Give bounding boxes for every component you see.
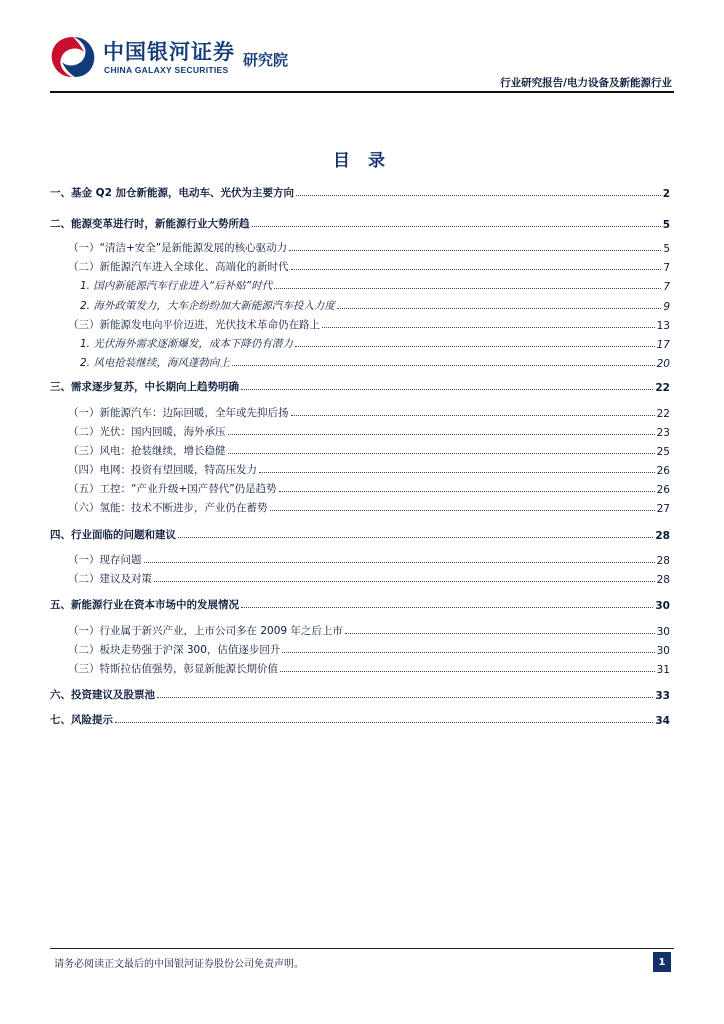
toc-entry-title: （一）现存问题 — [68, 554, 142, 566]
toc-dot-leader — [232, 365, 655, 366]
toc-title: 目 录 — [333, 151, 391, 171]
brand-name-en: CHINA GALAXY SECURITIES — [104, 65, 229, 75]
toc-dot-leader — [274, 288, 661, 289]
toc-entry-title: （五）工控：“产业升级+国产替代”仍是趋势 — [68, 483, 277, 495]
toc-dot-leader — [241, 607, 653, 608]
toc-dot-leader — [291, 415, 655, 416]
toc-entry-page: 28 — [656, 555, 670, 567]
toc-entry-page: 13 — [656, 320, 670, 332]
toc-entry-page: 26 — [656, 465, 670, 477]
footer-divider — [50, 948, 674, 949]
toc-entry-title: （二）建议及对策 — [68, 573, 152, 585]
toc-entry-page: 2 — [662, 188, 670, 200]
toc-entry[interactable] — [50, 656, 670, 676]
toc-entry-page: 23 — [656, 427, 670, 439]
toc-dot-leader — [296, 195, 661, 196]
institute-label: 研究院 — [243, 51, 289, 69]
toc-entry[interactable] — [50, 476, 670, 496]
toc-entry-page: 31 — [656, 664, 670, 676]
toc-entry[interactable] — [50, 211, 670, 231]
header-divider — [50, 91, 674, 93]
toc-dot-leader — [280, 671, 655, 672]
toc-entry[interactable] — [50, 312, 670, 332]
toc-entry-title: 1. 光伏海外需求逐渐爆发，成本下降仍有潜力 — [80, 338, 293, 350]
toc-entry[interactable] — [50, 273, 670, 293]
toc-entry-title: （一）新能源汽车：边际回暖，全年或先抑后扬 — [68, 407, 289, 419]
toc-entry-page: 26 — [656, 484, 670, 496]
toc-entry-page: 30 — [655, 600, 670, 612]
toc-dot-leader — [322, 327, 655, 328]
toc-entry-title: （一）行业属于新兴产业，上市公司多在 2009 年之后上市 — [68, 625, 343, 637]
toc-dot-leader — [291, 269, 662, 270]
toc-entry[interactable] — [50, 331, 670, 351]
toc-entry-page: 30 — [656, 626, 670, 638]
toc-entry-title: 五、新能源行业在资本市场中的发展情况 — [50, 599, 239, 611]
toc-dot-leader — [154, 581, 655, 582]
toc-entry[interactable] — [50, 457, 670, 477]
toc-entry-title: （三）新能源发电向平价迈进，光伏技术革命仍在路上 — [68, 319, 320, 331]
toc-dot-leader — [228, 434, 655, 435]
toc-entry-title: （二）新能源汽车进入全球化、高端化的新时代 — [68, 261, 289, 273]
page-number: 1 — [653, 952, 671, 972]
toc-entry-title: 四、行业面临的问题和建议 — [50, 529, 176, 541]
toc-dot-leader — [270, 510, 655, 511]
toc-entry[interactable] — [50, 618, 670, 638]
toc-dot-leader — [115, 722, 653, 723]
toc-entry-page: 28 — [655, 530, 670, 542]
toc-dot-leader — [241, 389, 653, 390]
toc-entry-title: （二）板块走势强于沪深 300，估值逐步回升 — [68, 644, 281, 656]
toc-entry-title: （三）特斯拉估值强势，彰显新能源长期价值 — [68, 663, 278, 675]
toc-entry-title: （一）“清洁+安全”是新能源发展的核心驱动力 — [68, 242, 288, 254]
toc-dot-leader — [252, 226, 661, 227]
report-header — [0, 0, 724, 96]
toc-entry[interactable] — [50, 566, 670, 586]
toc-entry[interactable] — [50, 522, 670, 542]
toc-entry-title: 六、投资建议及股票池 — [50, 689, 155, 701]
toc-entry[interactable] — [50, 592, 670, 612]
toc-entry[interactable] — [50, 374, 670, 394]
toc-entry-page: 17 — [656, 339, 670, 351]
toc-entry-page: 5 — [663, 243, 670, 255]
toc-entry-title: （二）光伏：国内回暖，海外承压 — [68, 426, 226, 438]
toc-dot-leader — [228, 453, 655, 454]
toc-entry-title: （四）电网：投资有望回暖，特高压发力 — [68, 464, 257, 476]
toc-entry[interactable] — [50, 419, 670, 439]
toc-dot-leader — [178, 537, 653, 538]
galaxy-swirl-icon — [48, 34, 98, 80]
toc-entry[interactable] — [50, 495, 670, 515]
toc-entry-page: 22 — [655, 382, 670, 394]
toc-entry[interactable] — [50, 682, 670, 702]
toc-dot-leader — [144, 562, 655, 563]
toc-dot-leader — [295, 346, 655, 347]
toc-entry-title: 1. 国内新能源汽车行业进入“后补贴”时代 — [80, 280, 273, 292]
toc-dot-leader — [289, 250, 661, 251]
toc-dot-leader — [337, 308, 661, 309]
toc-entry-page: 20 — [656, 358, 670, 370]
toc-entry[interactable] — [50, 254, 670, 274]
toc-entry-title: （六）氢能：技术不断进步，产业仍在蓄势 — [68, 502, 268, 514]
toc-entry[interactable] — [50, 293, 670, 313]
toc-entry-page: 27 — [656, 503, 670, 515]
toc-entry-page: 22 — [656, 408, 670, 420]
toc-dot-leader — [282, 652, 654, 653]
brand-name-cn: 中国银河证券 — [103, 40, 235, 64]
toc-entry[interactable] — [50, 438, 670, 458]
toc-entry-page: 7 — [663, 281, 670, 293]
toc-entry[interactable] — [50, 707, 670, 727]
toc-entry-page: 33 — [655, 690, 670, 702]
toc-entry-title: （三）风电：抢装继续，增长稳健 — [68, 445, 226, 457]
toc-entry-page: 30 — [656, 645, 670, 657]
toc-entry-page: 34 — [655, 715, 670, 727]
toc-entry[interactable] — [50, 235, 670, 255]
toc-entry[interactable] — [50, 400, 670, 420]
toc-entry-page: 9 — [663, 301, 670, 313]
toc-entry-title: 一、基金 Q2 加仓新能源，电动车、光伏为主要方向 — [50, 187, 295, 199]
toc-entry-title: 七、风险提示 — [50, 714, 113, 726]
toc-entry-page: 25 — [656, 446, 670, 458]
toc-entry[interactable] — [50, 350, 670, 370]
toc-entry-title: 三、需求逐步复苏，中长期向上趋势明确 — [50, 381, 239, 393]
footer-disclaimer: 请务必阅读正文最后的中国银河证券股份公司免责声明。 — [54, 959, 304, 970]
toc-dot-leader — [345, 633, 655, 634]
toc-entry-title: 2. 风电抢装继续，海风蓬勃向上 — [80, 357, 230, 369]
toc-dot-leader — [259, 472, 655, 473]
toc-dot-leader — [157, 697, 653, 698]
toc-entry[interactable] — [50, 180, 670, 200]
toc-entry-title: 二、能源变革进行时，新能源行业大势所趋 — [50, 218, 250, 230]
toc-entry-page: 5 — [662, 219, 670, 231]
toc-entry[interactable] — [50, 547, 670, 567]
report-category: 行业研究报告/电力设备及新能源行业 — [500, 77, 672, 89]
toc-entry-title: 2. 海外政策发力，大车企纷纷加大新能源汽车投入力度 — [80, 300, 335, 312]
toc-dot-leader — [279, 491, 655, 492]
toc-entry-page: 28 — [656, 574, 670, 586]
toc-entry[interactable] — [50, 637, 670, 657]
toc-entry-page: 7 — [663, 262, 670, 274]
